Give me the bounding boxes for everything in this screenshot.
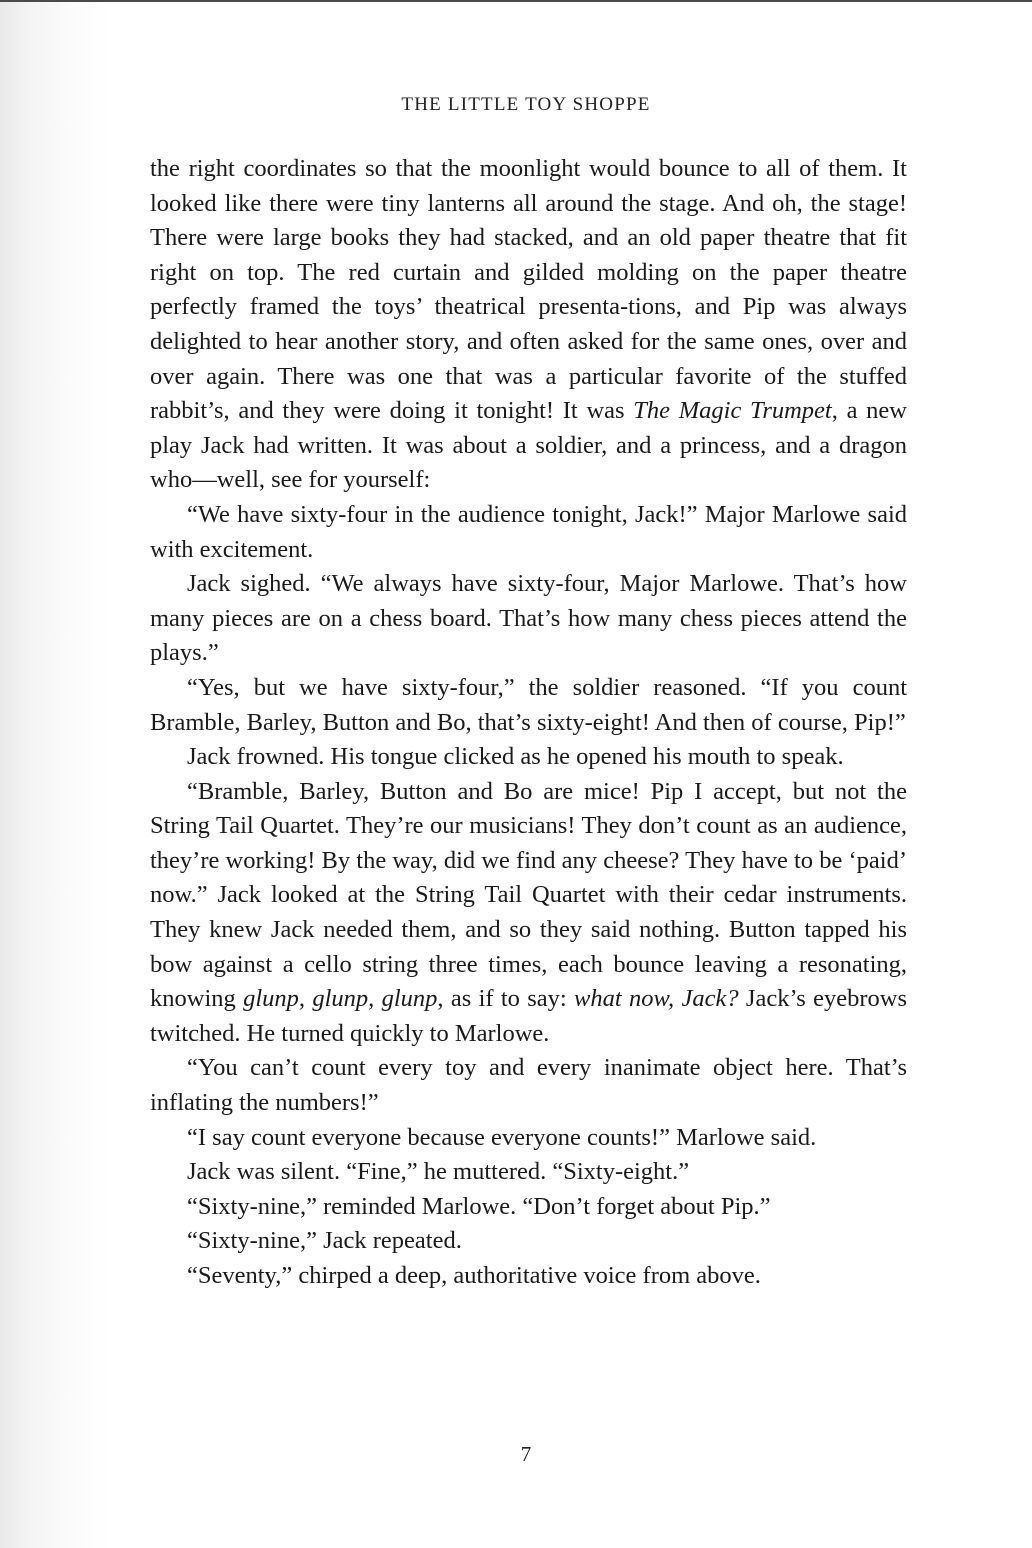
paragraph: “I say count everyone because everyone counts!” Marlowe said. xyxy=(187,1123,817,1151)
sound-effect: glunp, glunp, glunp xyxy=(243,985,438,1013)
paragraph-text: Jack’s eyebrows twitched. He turned quickly to Marlowe. xyxy=(150,985,908,1047)
paragraph: “Sixty-nine,” Jack repeated. xyxy=(187,1227,462,1255)
paragraph: “We have sixty-four in the audience tonight, Jack!” Major Marlowe said with excitement. xyxy=(150,500,907,563)
paragraph: “Seventy,” chirped a deep, authoritative voice from above. xyxy=(187,1262,761,1289)
paragraph-text: the right coordinates so that the moonlight would bounce to all of them. It looked like there were tiny lanterns all around the stage. And oh, the stage! There were large books they had stacked, and an old paper theatre that fit right on top. The red curtain and gilded molding on the paper theatre perfectly framed the toys’ theatrical presenta-tions, and Pip was always delighted to hear another story, and often asked for the same ones, over and over again. There was one that was a particular favorite of the stuffed rabbit’s, and they were doing it tonight! It was xyxy=(150,155,907,425)
paragraph xyxy=(150,775,907,1052)
paragraph: Jack was silent. “Fine,” he muttered. “Sixty-eight.” xyxy=(187,1158,690,1186)
paragraph-text: , a new play Jack had written. It was about a soldier, and a princess, and a dragon who—well, see for yourself: xyxy=(150,397,907,494)
page-number: 7 xyxy=(520,1442,532,1466)
paragraph: “You can’t count every toy and every inanimate object here. That’s inflating the numbers!” xyxy=(150,1054,907,1117)
paragraph-text: “Bramble, Barley, Button and Bo are mice! Pip I accept, but not the String Tail Quartet. They’re our musicians! They don’t count as an audience, they’re working! By the way, did we find any cheese? They have to be ‘paid’ now.” Jack looked at the String Tail Quartet with their cedar instruments. They knew Jack needed them, and so they said nothing. Button tapped his bow against a cello string three times, each bounce leaving a resonating, knowing xyxy=(150,777,907,1013)
paragraph: “Yes, but we have sixty-four,” the soldier reasoned. “If you count Bramble, Barley, Button and Bo, that’s sixty-eight! And then of course, Pip!” xyxy=(150,673,907,736)
paragraph-text: , as if to say: xyxy=(437,985,575,1013)
paragraph xyxy=(150,152,907,498)
paragraph: Jack frowned. His tongue clicked as he opened his mouth to speak. xyxy=(187,743,844,771)
paragraph: “Sixty-nine,” reminded Marlowe. “Don’t forget about Pip.” xyxy=(187,1192,771,1220)
running-head: THE LITTLE TOY SHOPPE xyxy=(401,94,651,115)
paragraph: Jack sighed. “We always have sixty-four, Major Marlowe. That’s how many pieces are on a chess board. That’s how many chess pieces attend the plays.” xyxy=(150,570,907,667)
body-text xyxy=(150,152,907,1294)
italic-question: what now, Jack? xyxy=(574,985,739,1013)
play-title: The Magic Trumpet xyxy=(633,397,832,425)
